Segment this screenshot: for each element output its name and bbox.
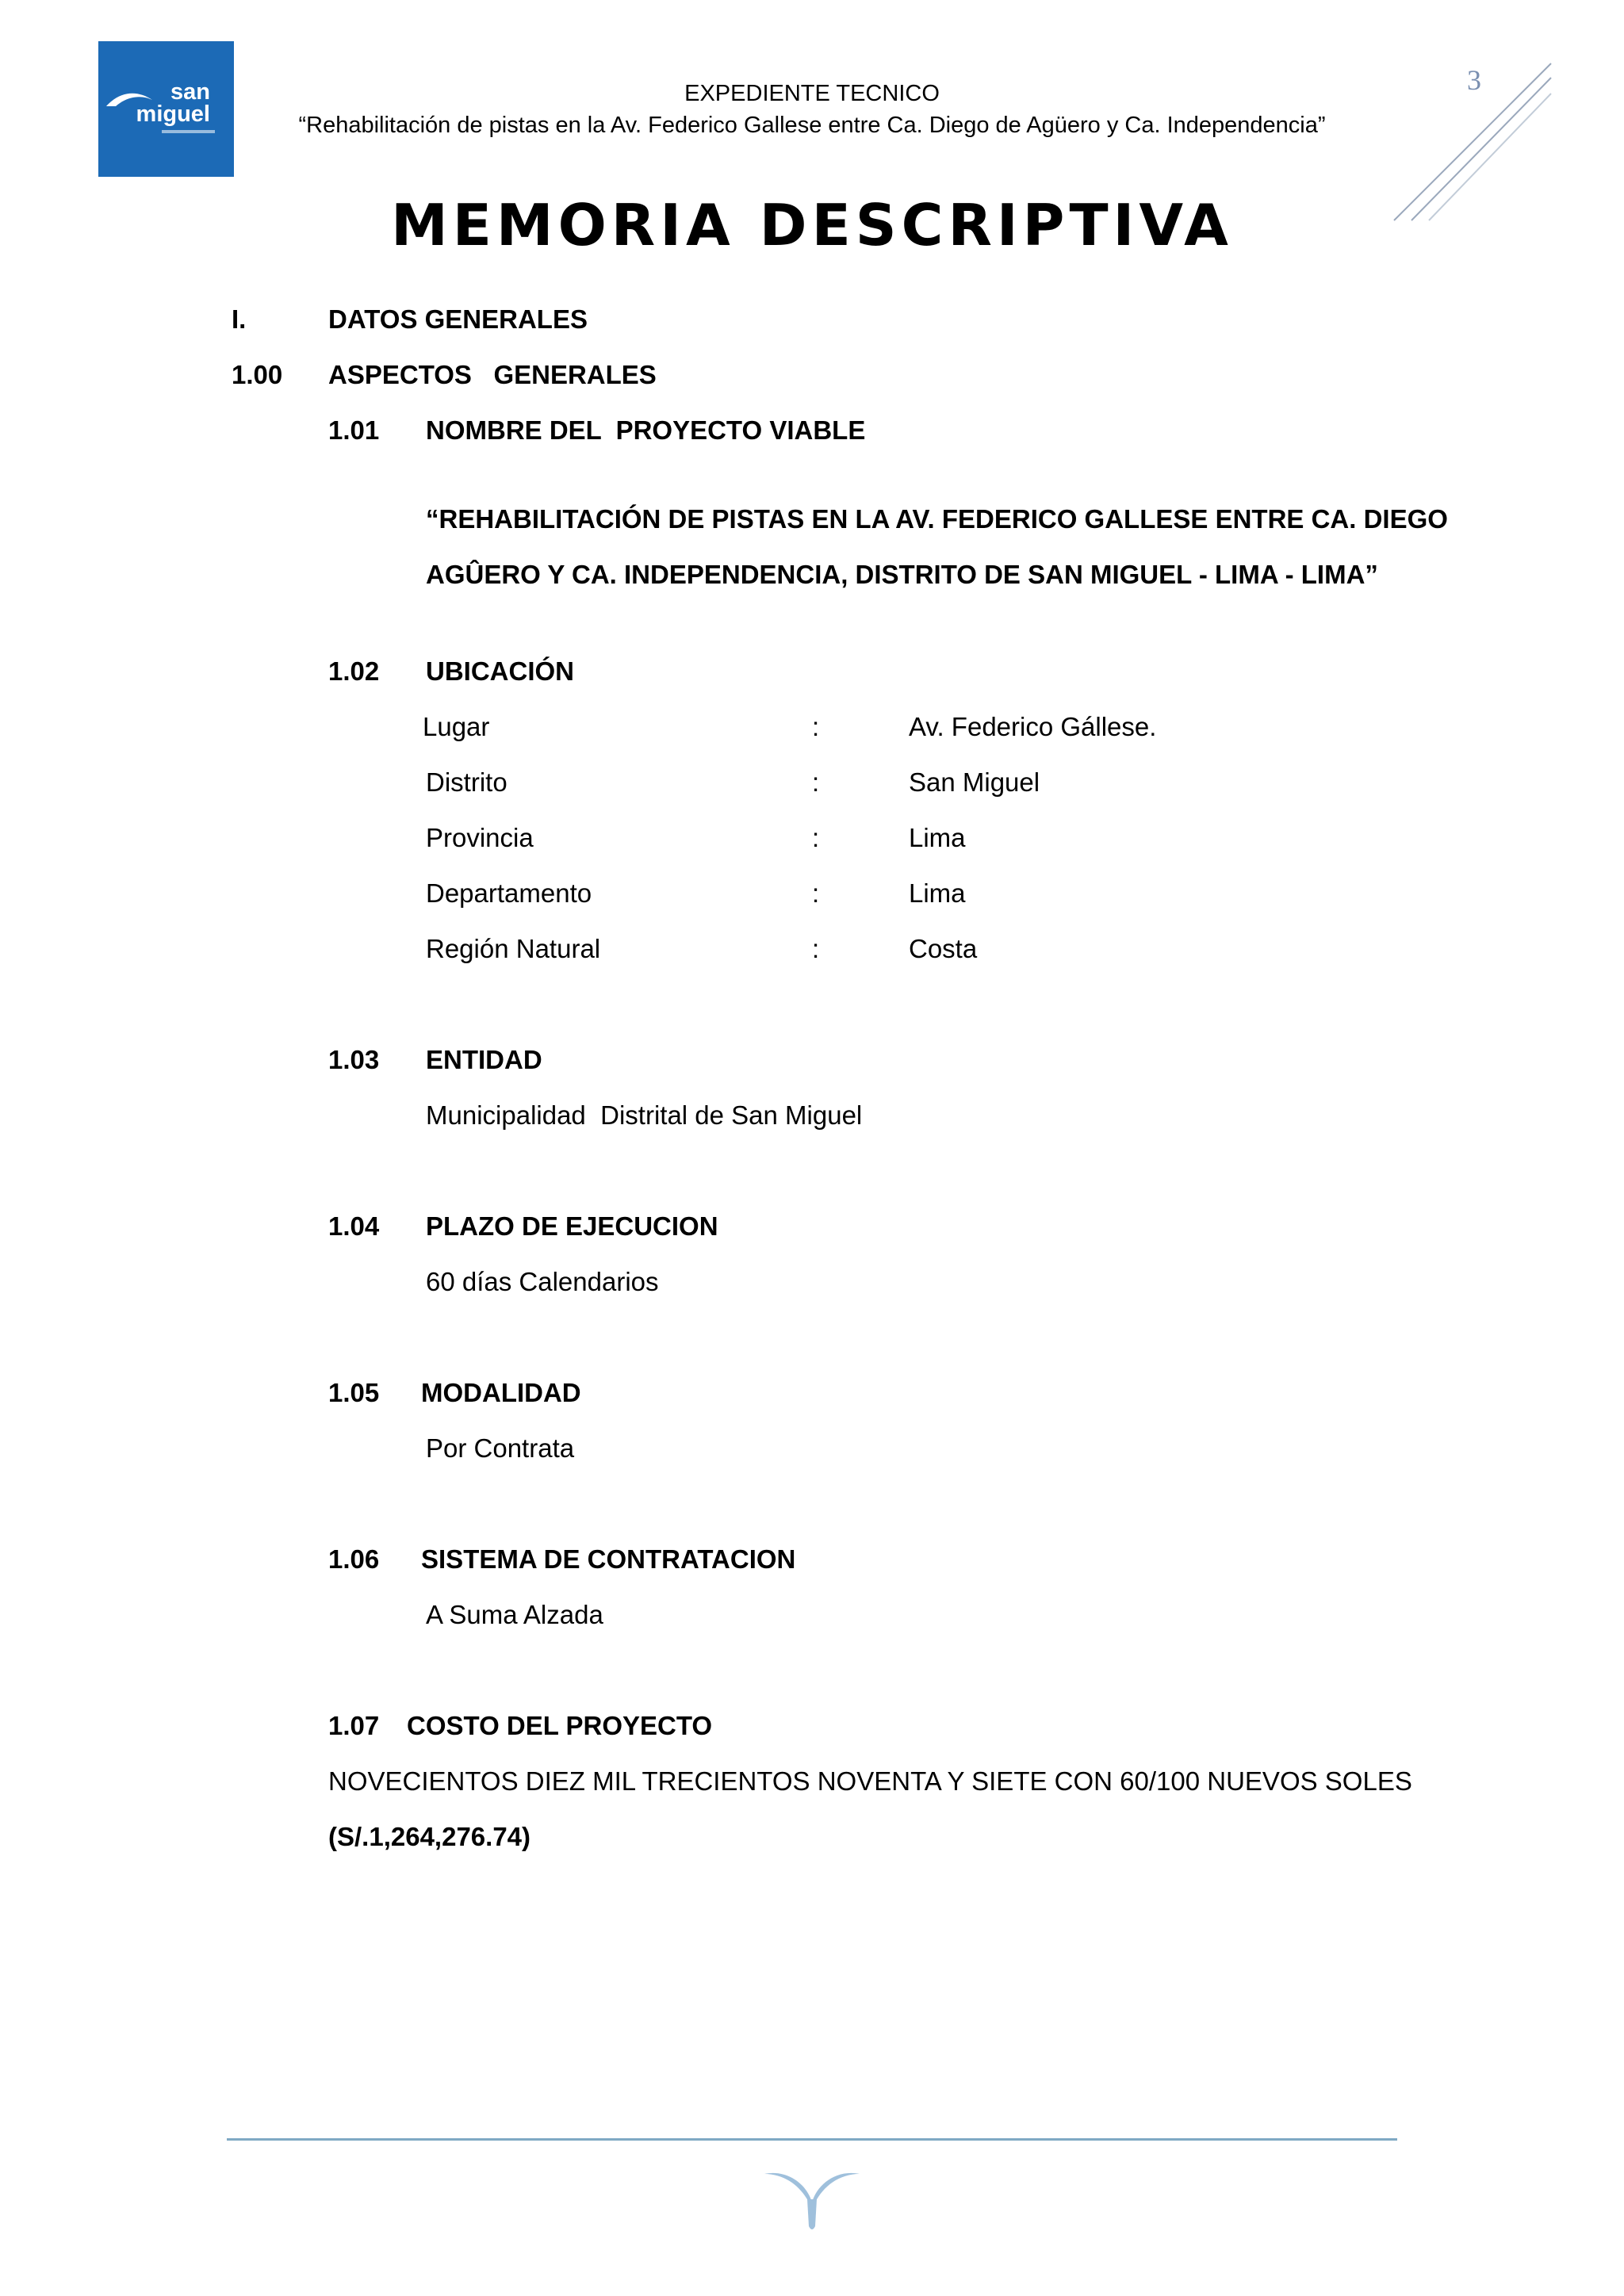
section-number-1-01: 1.01	[328, 415, 380, 445]
section-number-1-00: 1.00	[232, 360, 283, 389]
seagull-emblem-icon	[761, 2163, 863, 2234]
logo-line-1: san	[170, 79, 210, 105]
footer-rule	[227, 2138, 1397, 2141]
section-heading-modalidad: MODALIDAD	[421, 1378, 581, 1407]
section-number-1-04: 1.04	[328, 1211, 380, 1241]
location-label-lugar: Lugar	[423, 712, 490, 741]
contracting-system-value: A Suma Alzada	[426, 1600, 603, 1629]
entity-value: Municipalidad Distrital de San Miguel	[426, 1100, 863, 1130]
location-separator: :	[812, 878, 820, 908]
location-value-distrito: San Miguel	[909, 767, 1040, 797]
section-heading-ubicacion: UBICACIÓN	[426, 656, 574, 686]
location-separator: :	[812, 767, 820, 797]
location-label-region-natural: Región Natural	[426, 934, 601, 963]
section-number-1-05: 1.05	[328, 1378, 380, 1407]
section-number-i: I.	[232, 304, 247, 334]
section-number-1-02: 1.02	[328, 656, 380, 686]
header-subtitle: “Rehabilitación de pistas en la Av. Federico Gallese entre Ca. Diego de Agüero y Ca. Independencia”	[298, 113, 1326, 138]
location-value-region-natural: Costa	[909, 934, 978, 963]
location-separator: :	[812, 712, 820, 741]
location-value-provincia: Lima	[909, 823, 966, 852]
section-heading-aspectos-generales: ASPECTOS GENERALES	[328, 360, 657, 389]
page-number: 3	[1467, 64, 1481, 96]
project-cost-text: NOVECIENTOS DIEZ MIL TRECIENTOS NOVENTA Y SIETE CON 60/100 NUEVOS SOLES	[328, 1766, 1412, 1796]
location-value-lugar: Av. Federico Gállese.	[909, 712, 1157, 741]
project-cost-amount: (S/.1,264,276.74)	[328, 1822, 531, 1851]
document-title: MEMORIA DESCRIPTIVA	[391, 192, 1233, 258]
modality-value: Por Contrata	[426, 1433, 575, 1463]
location-value-departamento: Lima	[909, 878, 966, 908]
project-name-line-2: AGÛERO Y CA. INDEPENDENCIA, DISTRITO DE SAN MIGUEL - LIMA - LIMA”	[426, 560, 1378, 589]
section-heading-costo-proyecto: COSTO DEL PROYECTO	[407, 1711, 713, 1740]
section-heading-datos-generales: DATOS GENERALES	[328, 304, 588, 334]
location-separator: :	[812, 934, 820, 963]
section-heading-plazo-ejecucion: PLAZO DE EJECUCION	[426, 1211, 718, 1241]
section-number-1-06: 1.06	[328, 1544, 380, 1574]
header-title: EXPEDIENTE TECNICO	[684, 81, 940, 106]
section-number-1-03: 1.03	[328, 1045, 380, 1074]
logo-line-2: miguel	[136, 101, 210, 127]
location-separator: :	[812, 823, 820, 852]
section-heading-nombre-proyecto: NOMBRE DEL PROYECTO VIABLE	[426, 415, 866, 445]
section-heading-entidad: ENTIDAD	[426, 1045, 542, 1074]
section-heading-sistema-contratacion: SISTEMA DE CONTRATACION	[421, 1544, 796, 1574]
section-number-1-07: 1.07	[328, 1711, 380, 1740]
san-miguel-logo	[98, 41, 234, 177]
project-name-line-1: “REHABILITACIÓN DE PISTAS EN LA AV. FEDERICO GALLESE ENTRE CA. DIEGO	[426, 504, 1448, 534]
location-label-distrito: Distrito	[426, 767, 508, 797]
location-label-departamento: Departamento	[426, 878, 592, 908]
execution-term-value: 60 días Calendarios	[426, 1267, 659, 1296]
location-label-provincia: Provincia	[426, 823, 534, 852]
